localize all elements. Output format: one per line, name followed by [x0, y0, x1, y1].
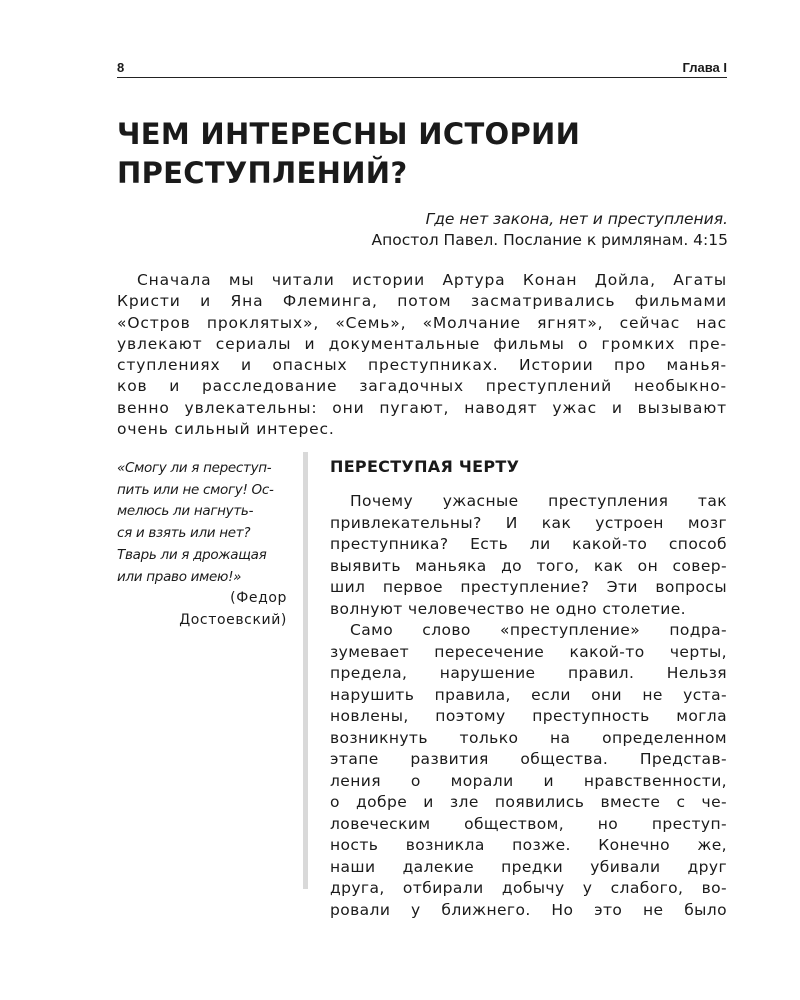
- chapter-title-line: ЧЕМ ИНТЕРЕСНЫ ИСТОРИИ: [117, 117, 581, 151]
- body-line: шил первое преступление? Эти вопросы: [330, 578, 727, 596]
- body-line: новлены, поэтому преступность могла: [330, 707, 727, 725]
- intro-line: ступлениях и опасных преступниках. Истории про манья-: [117, 356, 727, 375]
- body-line: нарушить правила, если они не уста-: [330, 685, 727, 704]
- body-line: друга, отбирали добычу у слабого, во-: [330, 879, 727, 897]
- body-line: зумевает пересечение какой-то черты,: [330, 642, 727, 661]
- body-line: этапе развития общества. Представ-: [330, 750, 727, 768]
- body-line: ровали у ближнего. Но это не было: [330, 900, 727, 919]
- sidebar-quote-line: мелюсь ли нагнуть-: [117, 503, 254, 520]
- sidebar-quote-line: пить или не смогу! Ос-: [117, 481, 274, 498]
- sidebar-quote-line: «Смогу ли я переступ-: [117, 460, 272, 476]
- column-divider: [303, 452, 308, 889]
- body-line: выявить маньяка до того, как он совер-: [330, 556, 727, 575]
- chapter-title: [117, 115, 737, 193]
- body-line: наши далекие предки убивали друг: [330, 857, 727, 876]
- epigraph: [208, 209, 728, 251]
- intro-line: «Остров проклятых», «Семь», «Молчание ягнят», сейчас нас: [117, 313, 727, 332]
- body-line: предела, нарушение правил. Нельзя: [330, 664, 727, 682]
- body-line: Почему ужасные преступления так: [350, 492, 727, 510]
- running-head: [117, 60, 727, 78]
- body-line: преступника? Есть ли какой-то способ: [330, 535, 727, 553]
- intro-line: венно увлекательны: они пугают, наводят ужас и вызывают: [117, 398, 727, 417]
- page-number: 8: [117, 60, 125, 75]
- body-line: возникнуть только на определенном: [330, 728, 727, 747]
- body-line: привлекательны? И как устроен мозг: [330, 513, 727, 532]
- section-body: [330, 491, 727, 921]
- epigraph-quote: Где нет закона, нет и преступления.: [425, 210, 728, 228]
- sidebar-quote-line: Тварь ли я дрожащая: [117, 546, 267, 563]
- sidebar-quote-line: ся и взять или нет?: [117, 525, 251, 542]
- intro-line: Кристи и Яна Флеминга, потом засматривались фильмами: [117, 292, 727, 311]
- body-line: ловеческим обществом, но преступ-: [330, 814, 727, 833]
- chapter-title-line: ПРЕСТУПЛЕНИЙ?: [117, 156, 408, 190]
- intro-paragraph: [117, 270, 727, 440]
- intro-line: Сначала мы читали истории Артура Конан Дойла, Агаты: [137, 271, 727, 289]
- body-line: волнуют человечество не одно столетие.: [330, 599, 686, 618]
- chapter-label: Глава I: [682, 60, 727, 75]
- body-line: ления о морали и нравственности,: [330, 771, 727, 790]
- body-line: ность возникла позже. Конечно же,: [330, 836, 727, 854]
- body-line: Само слово «преступление» подра-: [350, 621, 727, 639]
- sidebar-quote: [117, 458, 287, 632]
- sidebar-quote-line: или право имею!»: [117, 568, 242, 585]
- intro-line: увлекают сериалы и документальные фильмы о громких пре-: [117, 334, 727, 353]
- epigraph-source: Апостол Павел. Послание к римлянам. 4:15: [371, 231, 728, 249]
- intro-line: очень сильный интерес.: [117, 420, 335, 439]
- intro-line: ков и расследование загадочных преступлений необыкно-: [117, 377, 727, 396]
- section-heading: ПЕРЕСТУПАЯ ЧЕРТУ: [330, 457, 520, 476]
- sidebar-quote-author: (Федор: [230, 590, 287, 607]
- body-line: о добре и зле появились вместе с че-: [330, 793, 727, 811]
- sidebar-quote-author: Достоевский): [179, 611, 287, 628]
